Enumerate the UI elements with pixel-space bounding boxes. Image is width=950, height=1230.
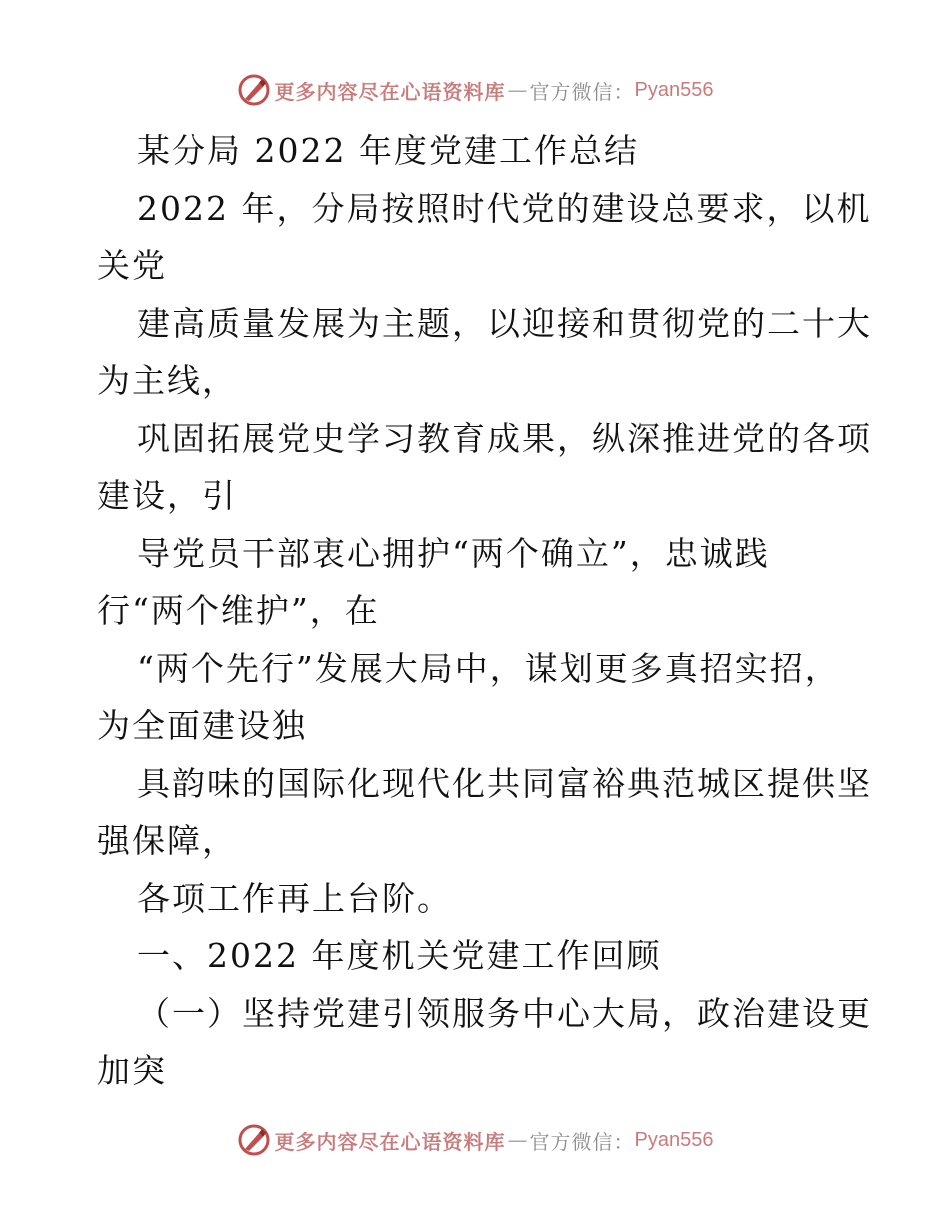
- text-line: “两个先行”发展大局中，谋划更多真招实招，: [137, 648, 840, 688]
- text-line: 各项工作再上台阶。: [137, 878, 452, 918]
- document-body: [97, 122, 872, 1100]
- watermark-site-text: 更多内容尽在心语资料库: [274, 1129, 506, 1154]
- text-line: （一）坚持党建引领服务中心大局，政治建设更: [137, 993, 872, 1033]
- text-line: 行“两个维护”，在: [97, 591, 380, 630]
- watermark-official-label: 官方微信：: [529, 1129, 635, 1154]
- text-line: 建高质量发展为主题，以迎接和贯彻党的二十大: [137, 303, 872, 343]
- text-line: 某分局 2022 年度党建工作总结: [137, 131, 639, 170]
- text-line: 加突: [97, 1051, 167, 1090]
- text-line: 关党: [97, 246, 167, 285]
- pen-logo-icon: [237, 73, 271, 107]
- watermark-separator: —: [507, 78, 528, 102]
- watermark-separator: —: [507, 1128, 528, 1152]
- text-line: 2022 年，分局按照时代党的建设总要求，以机: [137, 188, 872, 228]
- watermark-wechat-id: Pyan556: [634, 78, 714, 101]
- watermark-official-label: 官方微信：: [529, 79, 635, 104]
- text-line: 导党员干部衷心拥护“两个确立”，忠诚践: [137, 533, 770, 573]
- pen-logo-icon: [237, 1123, 271, 1157]
- text-line: 巩固拓展党史学习教育成果，纵深推进党的各项: [137, 418, 872, 458]
- text-line: 建设，引: [97, 476, 237, 515]
- footer-watermark: [0, 1120, 950, 1160]
- text-line: 强保障，: [97, 821, 237, 860]
- watermark-wechat-id: Pyan556: [634, 1128, 714, 1151]
- text-line: 为主线，: [97, 361, 237, 400]
- text-line: 具韵味的国际化现代化共同富裕典范城区提供坚: [137, 763, 872, 803]
- watermark-site-text: 更多内容尽在心语资料库: [274, 79, 506, 104]
- text-line: 为全面建设独: [97, 706, 307, 745]
- header-watermark: [0, 70, 950, 110]
- text-line: 一、2022 年度机关党建工作回顾: [137, 936, 662, 975]
